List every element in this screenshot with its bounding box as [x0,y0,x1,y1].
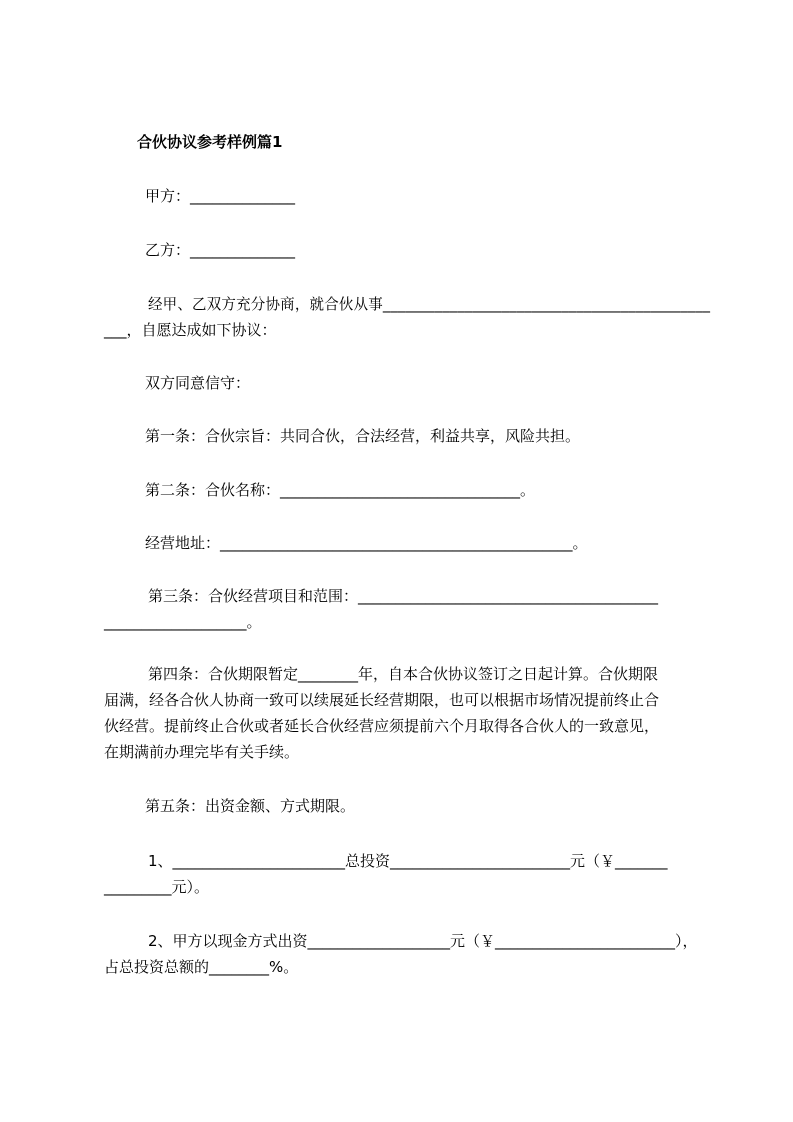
intro-line-2: ___，自愿达成如下协议： [104,321,277,339]
article-5: 第五条：出资金额、方式期限。 [145,797,356,815]
item-2-line-1: 2、甲方以现金方式出资___________________元（￥________________________）， [148,932,698,950]
party-a-line: 甲方：______________ [145,187,296,205]
article-1: 第一条：合伙宗旨：共同合伙，合法经营，利益共享，风险共担。 [145,427,581,445]
article-2: 第二条：合伙名称：________________________________。 [145,481,536,499]
article-4-line-2: 届满，经各合伙人协商一致可以续展延长经营期限，也可以根据市场情况提前终止合 [104,691,660,709]
item-2-line-2: 占总投资总额的________%。 [104,958,299,976]
document-title: 合伙协议参考样例篇1 [137,133,283,151]
business-address: 经营地址：_______________________________________________。 [145,534,588,552]
article-3-line-1: 第三条：合伙经营项目和范围：________________________________________ [148,587,659,605]
item-1-line-2: _________元）。 [104,878,210,896]
article-4-line-3: 伙经营。提前终止合伙或者延长合伙经营应须提前六个月取得各合伙人的一致意见， [104,717,660,735]
intro-line-1: 经甲、乙双方充分协商，就合伙从事____________________________________________ [148,295,711,313]
party-b-line: 乙方：______________ [145,241,296,259]
article-4-line-4: 在期满前办理完毕有关手续。 [104,743,300,761]
agree-line: 双方同意信守： [145,374,251,392]
item-1-line-1: 1、_______________________总投资________________________元（￥_______ [148,852,668,870]
article-3-line-2: ___________________。 [104,613,262,631]
article-4-line-1: 第四条：合伙期限暂定________年，自本合伙协议签订之日起计算。合伙期限 [148,665,659,683]
